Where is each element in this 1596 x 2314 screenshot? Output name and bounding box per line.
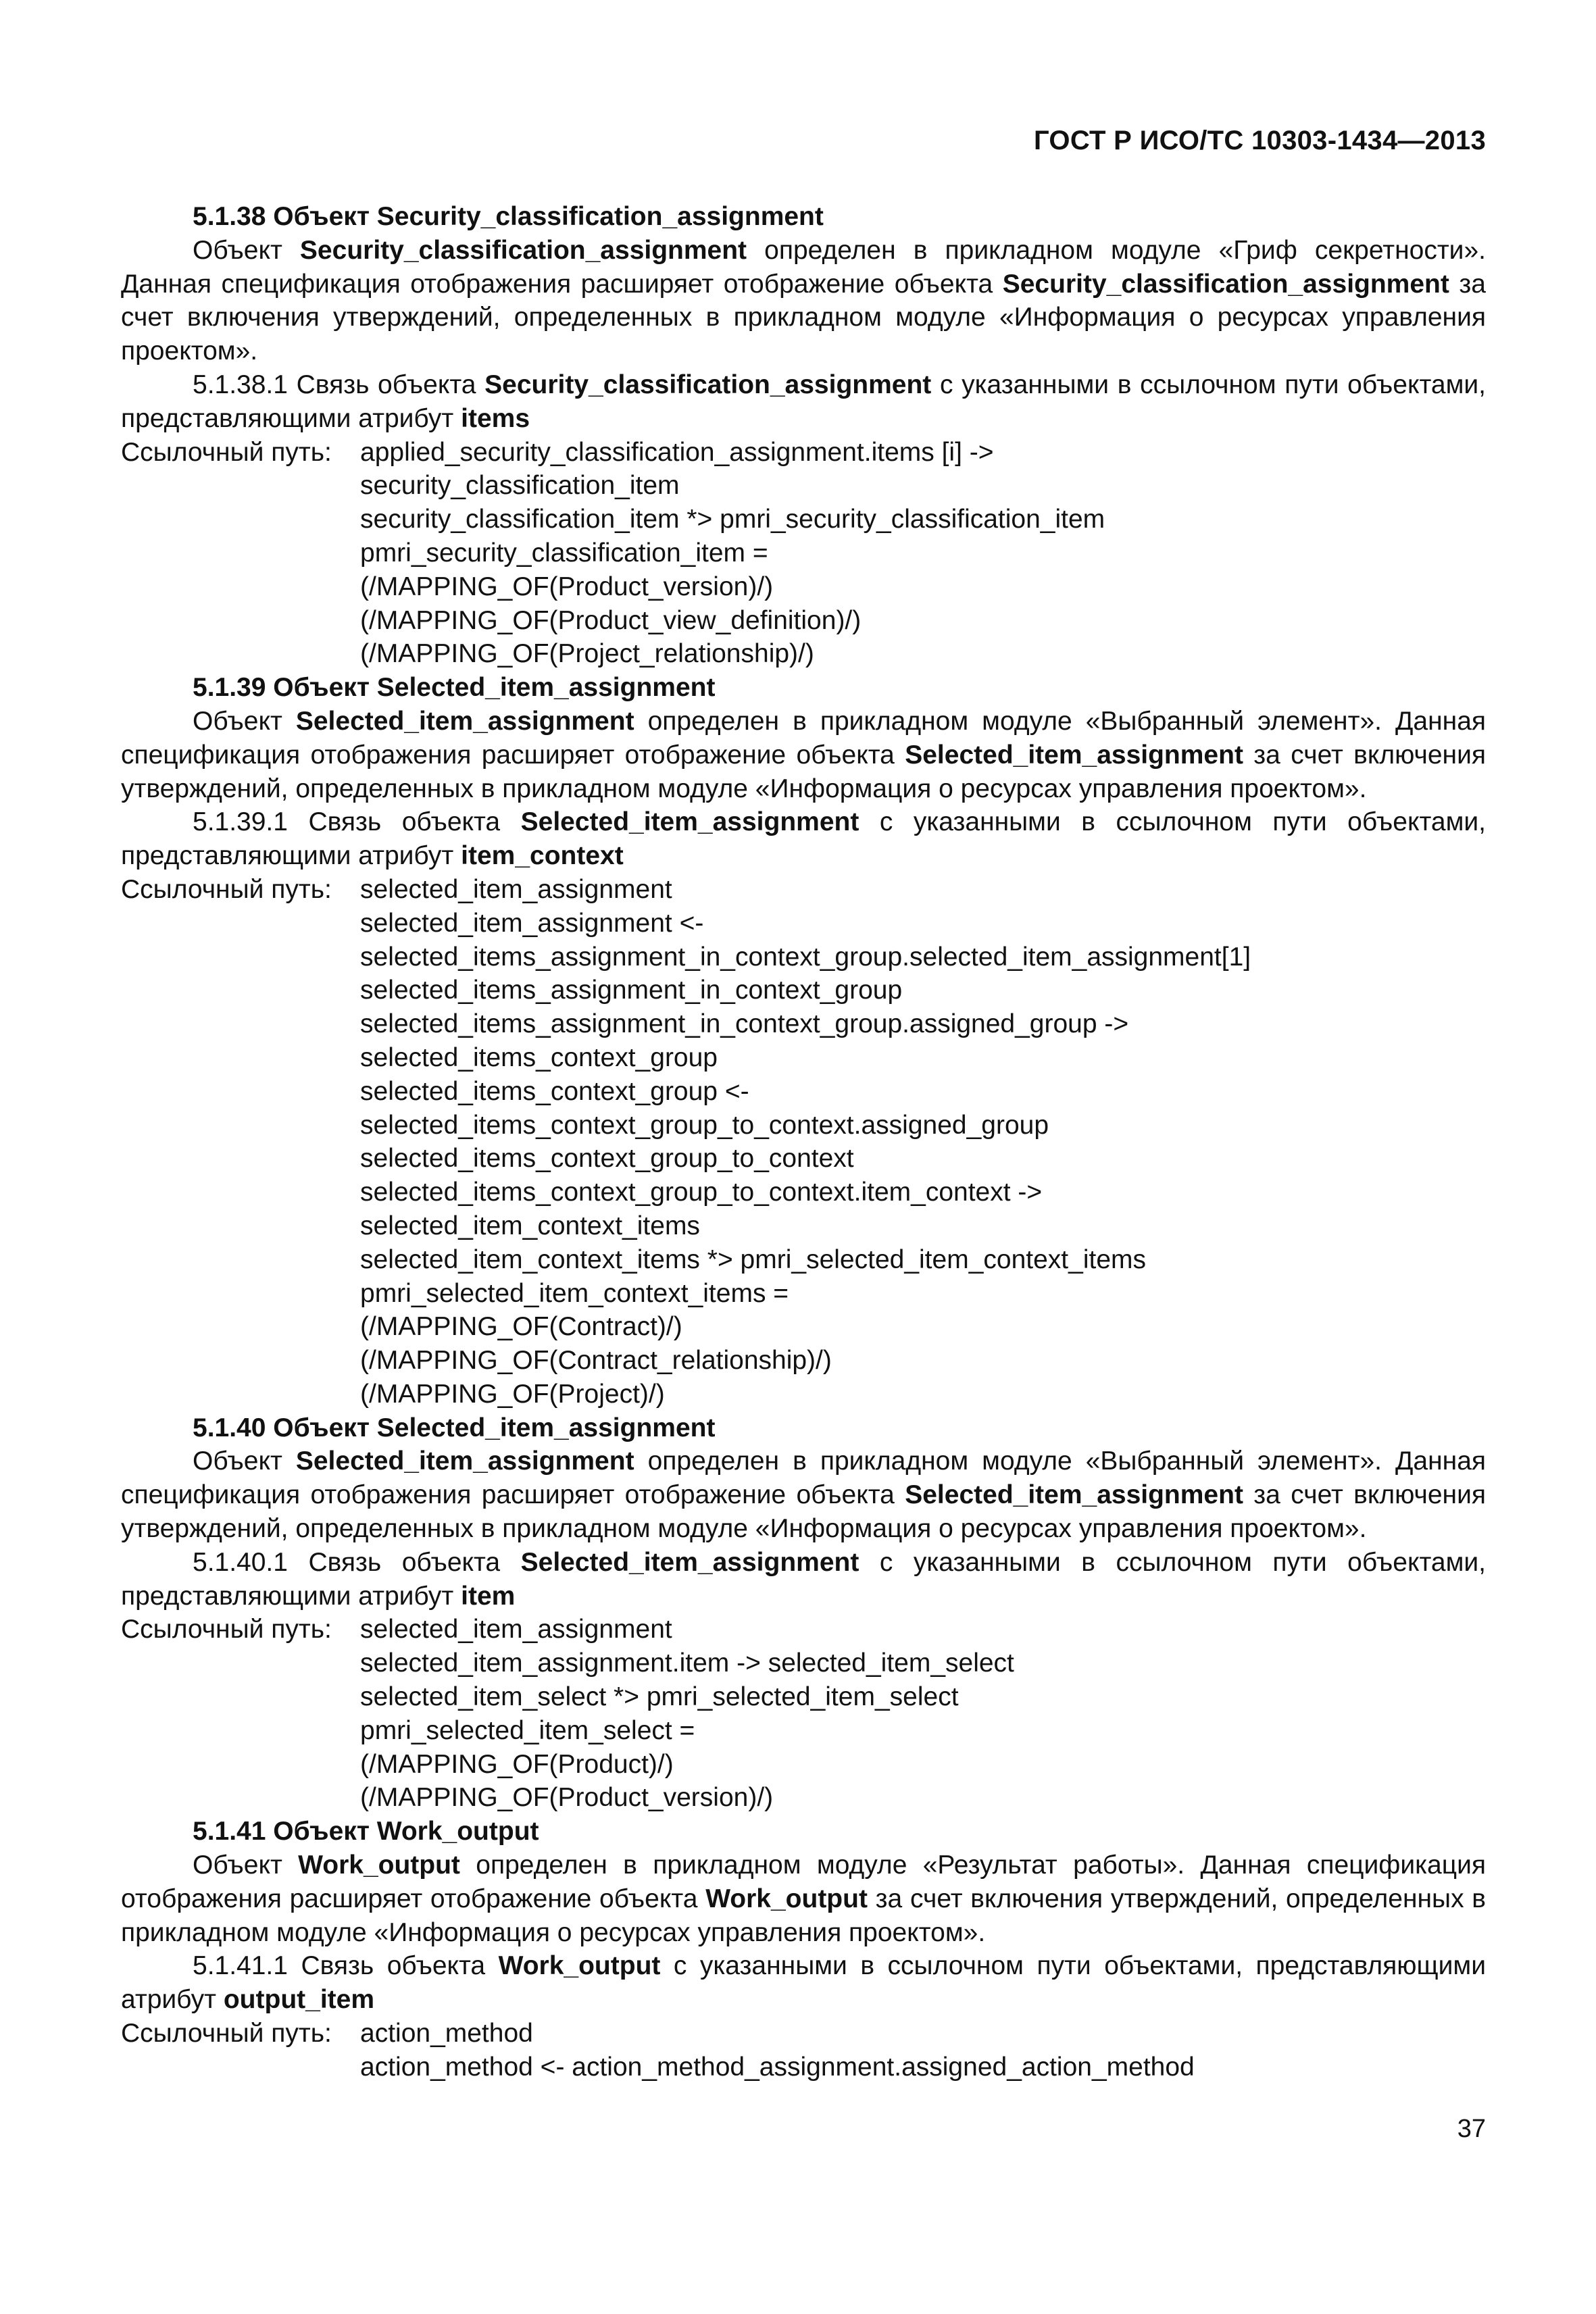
section-intro: Объект Selected_item_assignment определен в прикладном модуле «Выбранный элемент». Данная спецификация отображения расширяет отображение объекта Selected_item_assignment за счет включения утверждений, определенных в прикладном модуле «Информация о ресурсах управления проектом». (121, 706, 1486, 803)
reference-path (121, 873, 1486, 1411)
path-line: security_classification_item *> pmri_security_classification_item (360, 505, 1105, 534)
section-intro: Объект Work_output определен в прикладном модуле «Результат работы». Данная спецификация отображения расширяет отображение объекта Work_output за счет включения утверждений, определенных в прикладном модуле «Информация о ресурсах управления проектом». (121, 1851, 1486, 1947)
section-5-1-39 (121, 671, 1486, 1411)
reference-path (121, 436, 1486, 672)
path-line: selected_items_context_group <- (360, 1076, 749, 1106)
reference-path (121, 1613, 1486, 1815)
page-number: 37 (1457, 2115, 1486, 2143)
path-line: selected_item_context_items *> pmri_selected_item_context_items (360, 1244, 1146, 1274)
path-line: applied_security_classification_assignment.items [i] -> (360, 437, 994, 467)
path-line: selected_items_context_group_to_context (360, 1144, 854, 1174)
path-line: (/MAPPING_OF(Project)/) (360, 1379, 665, 1409)
path-line: (/MAPPING_OF(Product_view_definition)/) (360, 605, 862, 635)
subsection-text: 5.1.39.1 Связь объекта Selected_item_assignment с указанными в ссылочном пути объектами, представляющими атрибут item_context (121, 807, 1486, 871)
path-line: pmri_selected_item_context_items = (360, 1278, 789, 1308)
path-line: selected_items_context_group_to_context.assigned_group (360, 1110, 1049, 1140)
path-line: action_method <- action_method_assignment.assigned_action_method (360, 2052, 1195, 2082)
subsection-text: 5.1.41.1 Связь объекта Work_output с указанными в ссылочном пути объектами, представляющими атрибут output_item (121, 1951, 1486, 2015)
reference-path-label: Ссылочный путь: (121, 437, 332, 467)
reference-path-lines (360, 873, 1486, 1411)
reference-path-label: Ссылочный путь: (121, 1615, 332, 1644)
reference-path-label: Ссылочный путь: (121, 874, 332, 904)
path-line: selected_item_assignment <- (360, 908, 704, 938)
path-line: selected_item_assignment (360, 874, 672, 904)
path-line: (/MAPPING_OF(Project_relationship)/) (360, 639, 814, 669)
path-line: pmri_security_classification_item = (360, 538, 768, 568)
subsection-text: 5.1.38.1 Связь объекта Security_classification_assignment с указанными в ссылочном пути объектами, представляющими атрибут items (121, 370, 1486, 433)
reference-path-label: Ссылочный путь: (121, 2019, 332, 2048)
path-line: action_method (360, 2019, 533, 2048)
page-header-standard: ГОСТ Р ИСО/ТС 10303-1434—2013 (1033, 126, 1486, 155)
path-line: selected_items_context_group_to_context.item_context -> (360, 1178, 1043, 1207)
section-heading: 5.1.41 Объект Work_output (193, 1817, 539, 1846)
path-line: (/MAPPING_OF(Product_version)/) (360, 572, 774, 601)
section-5-1-38 (121, 200, 1486, 671)
document-body (121, 200, 1486, 2084)
reference-path-lines (360, 2017, 1486, 2084)
subsection-text: 5.1.40.1 Связь объекта Selected_item_assignment с указанными в ссылочном пути объектами, представляющими атрибут item (121, 1547, 1486, 1611)
path-line: (/MAPPING_OF(Contract)/) (360, 1312, 682, 1342)
reference-path (121, 2017, 1486, 2084)
path-line: security_classification_item (360, 471, 680, 501)
reference-path-lines (360, 1613, 1486, 1815)
section-5-1-41 (121, 1815, 1486, 2084)
section-heading: 5.1.38 Объект Security_classification_assignment (193, 202, 824, 231)
path-line: selected_items_assignment_in_context_group.selected_item_assignment[1] (360, 942, 1251, 972)
path-line: selected_items_context_group (360, 1042, 718, 1072)
path-line: selected_item_assignment (360, 1615, 672, 1644)
section-heading: 5.1.39 Объект Selected_item_assignment (193, 673, 716, 703)
section-intro: Объект Selected_item_assignment определен в прикладном модуле «Выбранный элемент». Данная спецификация отображения расширяет отображение объекта Selected_item_assignment за счет включения утверждений, определенных в прикладном модуле «Информация о ресурсах управления проектом». (121, 1447, 1486, 1544)
section-heading: 5.1.40 Объект Selected_item_assignment (193, 1413, 716, 1442)
path-line: selected_item_context_items (360, 1211, 700, 1240)
path-line: selected_items_assignment_in_context_group (360, 976, 903, 1005)
section-intro: Объект Security_classification_assignment определен в прикладном модуле «Гриф секретности». Данная спецификация отображения расширяет отображение объекта Security_classification_assignment за счет включения утверждений, определенных в прикладном модуле «Информация о ресурсах управления проектом». (121, 235, 1486, 366)
path-line: selected_item_assignment.item -> selected_item_select (360, 1649, 1014, 1678)
reference-path-lines (360, 436, 1486, 672)
path-line: (/MAPPING_OF(Product)/) (360, 1749, 674, 1779)
section-5-1-40 (121, 1411, 1486, 1815)
path-line: (/MAPPING_OF(Contract_relationship)/) (360, 1346, 832, 1376)
path-line: selected_item_select *> pmri_selected_item_select (360, 1682, 959, 1712)
path-line: pmri_selected_item_select = (360, 1715, 695, 1745)
path-line: selected_items_assignment_in_context_group.assigned_group -> (360, 1009, 1129, 1039)
path-line: (/MAPPING_OF(Product_version)/) (360, 1783, 774, 1813)
